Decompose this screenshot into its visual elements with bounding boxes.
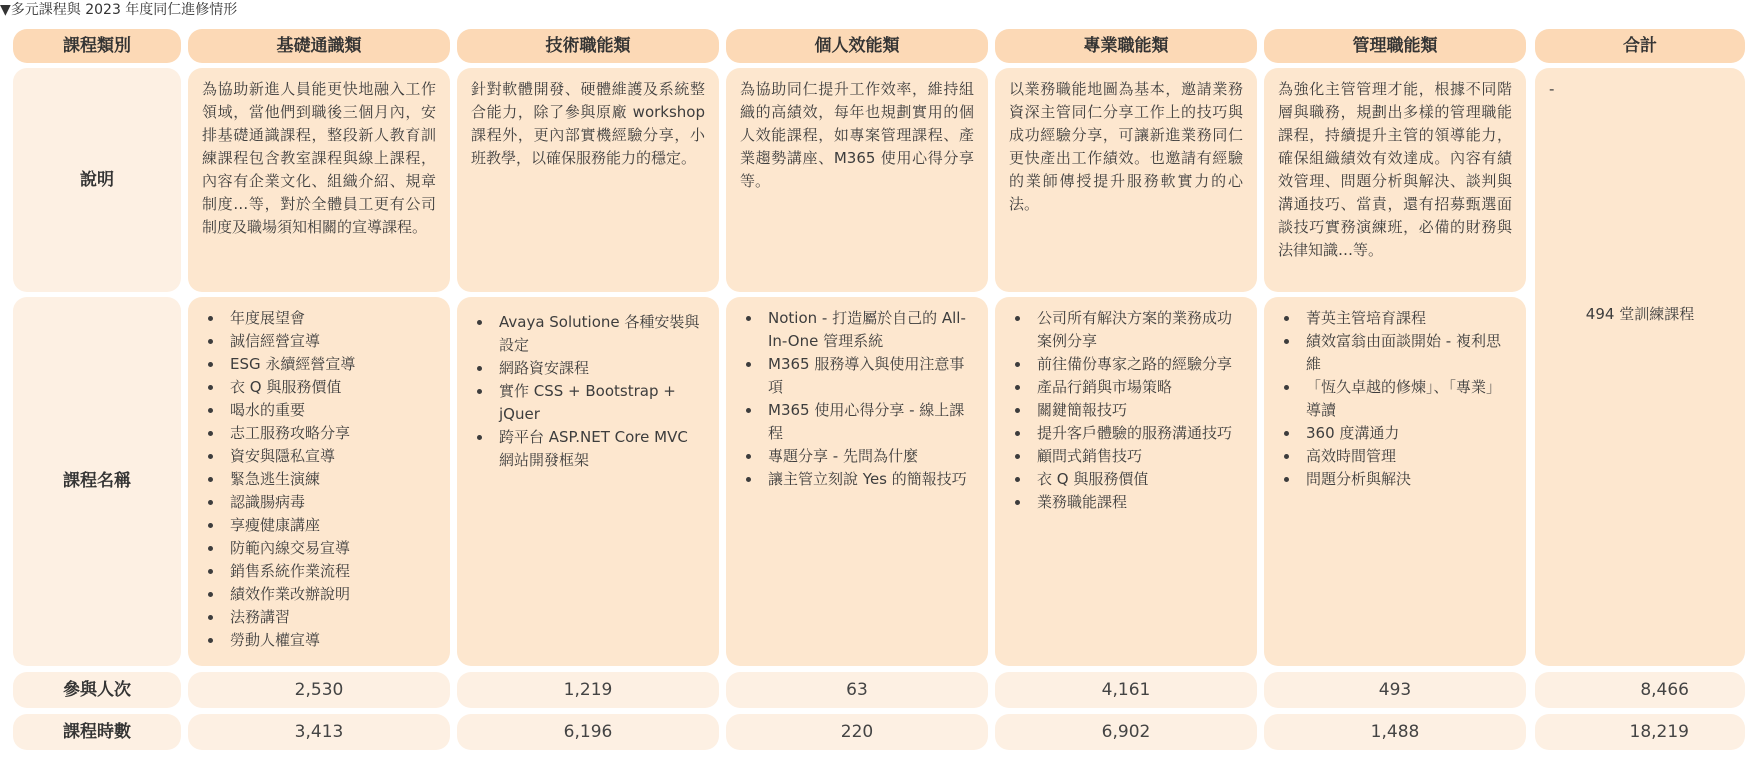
list-item: • 專題分享 - 先問為什麼 (762, 445, 974, 468)
hours-total: 18,219 (1535, 714, 1745, 750)
list-item: • 銷售系統作業流程 (224, 560, 436, 583)
row-label-hours: 課程時數 (13, 714, 181, 750)
list-item: • 績效富翁由面談開始 - 複利思維 (1300, 330, 1512, 376)
courses-personal-effectiveness (726, 297, 988, 666)
list-item: • Notion - 打造屬於自己的 All-In-One 管理系統 (762, 307, 974, 353)
course-list (1009, 307, 1243, 514)
list-item: • 績效作業改辦說明 (224, 583, 436, 606)
description-professional: 以業務職能地圖為基本，邀請業務資深主管同仁分享工作上的技巧與成功經驗分享，可讓新進業務同仁更快產出工作績效。也邀請有經驗的業師傳授提升服務軟實力的心法。 (995, 68, 1257, 292)
list-item: • 業務職能課程 (1031, 491, 1243, 514)
list-item: • ESG 永續經營宣導 (224, 353, 436, 376)
list-item: • 提升客戶體驗的服務溝通技巧 (1031, 422, 1243, 445)
total-description: - (1549, 80, 1555, 98)
list-item: • M365 服務導入與使用注意事項 (762, 353, 974, 399)
course-list (202, 307, 436, 652)
hours-technical: 6,196 (457, 714, 719, 750)
header-general: 基礎通識類 (188, 29, 450, 63)
list-item: • 法務講習 (224, 606, 436, 629)
list-item: • 勞動人權宣導 (224, 629, 436, 652)
participants-personal-effectiveness: 63 (726, 672, 988, 708)
row-label-courses: 課程名稱 (13, 297, 181, 666)
list-item: • 前往備份專家之路的經驗分享 (1031, 353, 1243, 376)
course-list (740, 307, 974, 491)
description-general: 為協助新進人員能更快地融入工作領域，當他們到職後三個月內，安排基礎通識課程，整段新人教育訓練課程包含教室課程與線上課程，內容有企業文化、組織介紹、規章制度…等，對於全體員工更有公司制度及職場須知相關的宣導課程。 (188, 68, 450, 292)
list-item: • 「恆久卓越的修煉」、「專業」導讀 (1300, 376, 1512, 422)
participants-technical: 1,219 (457, 672, 719, 708)
list-item: • 實作 CSS + Bootstrap + jQuer (493, 380, 705, 426)
hours-professional: 6,902 (995, 714, 1257, 750)
list-item: • 讓主管立刻說 Yes 的簡報技巧 (762, 468, 974, 491)
list-item: • 享瘦健康講座 (224, 514, 436, 537)
course-list (1278, 307, 1512, 491)
participants-general: 2,530 (188, 672, 450, 708)
header-management: 管理職能類 (1264, 29, 1526, 63)
description-personal-effectiveness: 為協助同仁提升工作效率，維持組織的高績效，每年也規劃實用的個人效能課程，如專案管理課程、產業趨勢講座、M365 使用心得分享等。 (726, 68, 988, 292)
list-item: • 防範內線交易宣導 (224, 537, 436, 560)
list-item: • 360 度溝通力 (1300, 422, 1512, 445)
list-item: • M365 使用心得分享 - 線上課程 (762, 399, 974, 445)
total-sessions: 494 堂訓練課程 (1585, 305, 1695, 323)
list-item: • 問題分析與解決 (1300, 468, 1512, 491)
list-item: • 志工服務攻略分享 (224, 422, 436, 445)
description-management: 為強化主管管理才能，根據不同階層與職務，規劃出多樣的管理職能課程，持續提升主管的領導能力，確保組織績效有效達成。內容有績效管理、問題分析與解決、談判與溝通技巧、當責，還有招募甄選面談技巧實務演練班，必備的財務與法律知識…等。 (1264, 68, 1526, 292)
hours-general: 3,413 (188, 714, 450, 750)
header-total: 合計 (1535, 29, 1745, 63)
row-label-participants: 參與人次 (13, 672, 181, 708)
row-label-description: 說明 (13, 68, 181, 292)
list-item: • 誠信經營宣導 (224, 330, 436, 353)
list-item: • 關鍵簡報技巧 (1031, 399, 1243, 422)
list-item: • 跨平台 ASP.NET Core MVC 網站開發框架 (493, 426, 705, 472)
list-item: • Avaya Solutione 各種安裝與設定 (493, 311, 705, 357)
list-item: • 喝水的重要 (224, 399, 436, 422)
header-personal-effectiveness: 個人效能類 (726, 29, 988, 63)
header-category: 課程類別 (13, 29, 181, 63)
list-item: • 顧問式銷售技巧 (1031, 445, 1243, 468)
courses-management (1264, 297, 1526, 666)
participants-management: 493 (1264, 672, 1526, 708)
courses-general (188, 297, 450, 666)
participants-total: 8,466 (1535, 672, 1745, 708)
list-item: • 產品行銷與市場策略 (1031, 376, 1243, 399)
list-item: • 認識腸病毒 (224, 491, 436, 514)
list-item: • 資安與隱私宣導 (224, 445, 436, 468)
list-item: • 緊急逃生演練 (224, 468, 436, 491)
course-list (471, 311, 705, 472)
courses-technical (457, 297, 719, 666)
list-item: • 年度展望會 (224, 307, 436, 330)
page-title: ▼多元課程與 2023 年度同仁進修情形 (0, 2, 238, 18)
list-item: • 網路資安課程 (493, 357, 705, 380)
list-item: • 衣 Q 與服務價值 (224, 376, 436, 399)
header-professional: 專業職能類 (995, 29, 1257, 63)
list-item: • 菁英主管培育課程 (1300, 307, 1512, 330)
header-technical: 技術職能類 (457, 29, 719, 63)
description-technical: 針對軟體開發、硬體維護及系統整合能力，除了參與原廠 workshop 課程外，更內部實機經驗分享，小班教學，以確保服務能力的穩定。 (457, 68, 719, 292)
hours-management: 1,488 (1264, 714, 1526, 750)
hours-personal-effectiveness: 220 (726, 714, 988, 750)
list-item: • 高效時間管理 (1300, 445, 1512, 468)
list-item: • 衣 Q 與服務價值 (1031, 468, 1243, 491)
participants-professional: 4,161 (995, 672, 1257, 708)
total-summary (1535, 68, 1745, 666)
list-item: • 公司所有解決方案的業務成功案例分享 (1031, 307, 1243, 353)
courses-professional (995, 297, 1257, 666)
